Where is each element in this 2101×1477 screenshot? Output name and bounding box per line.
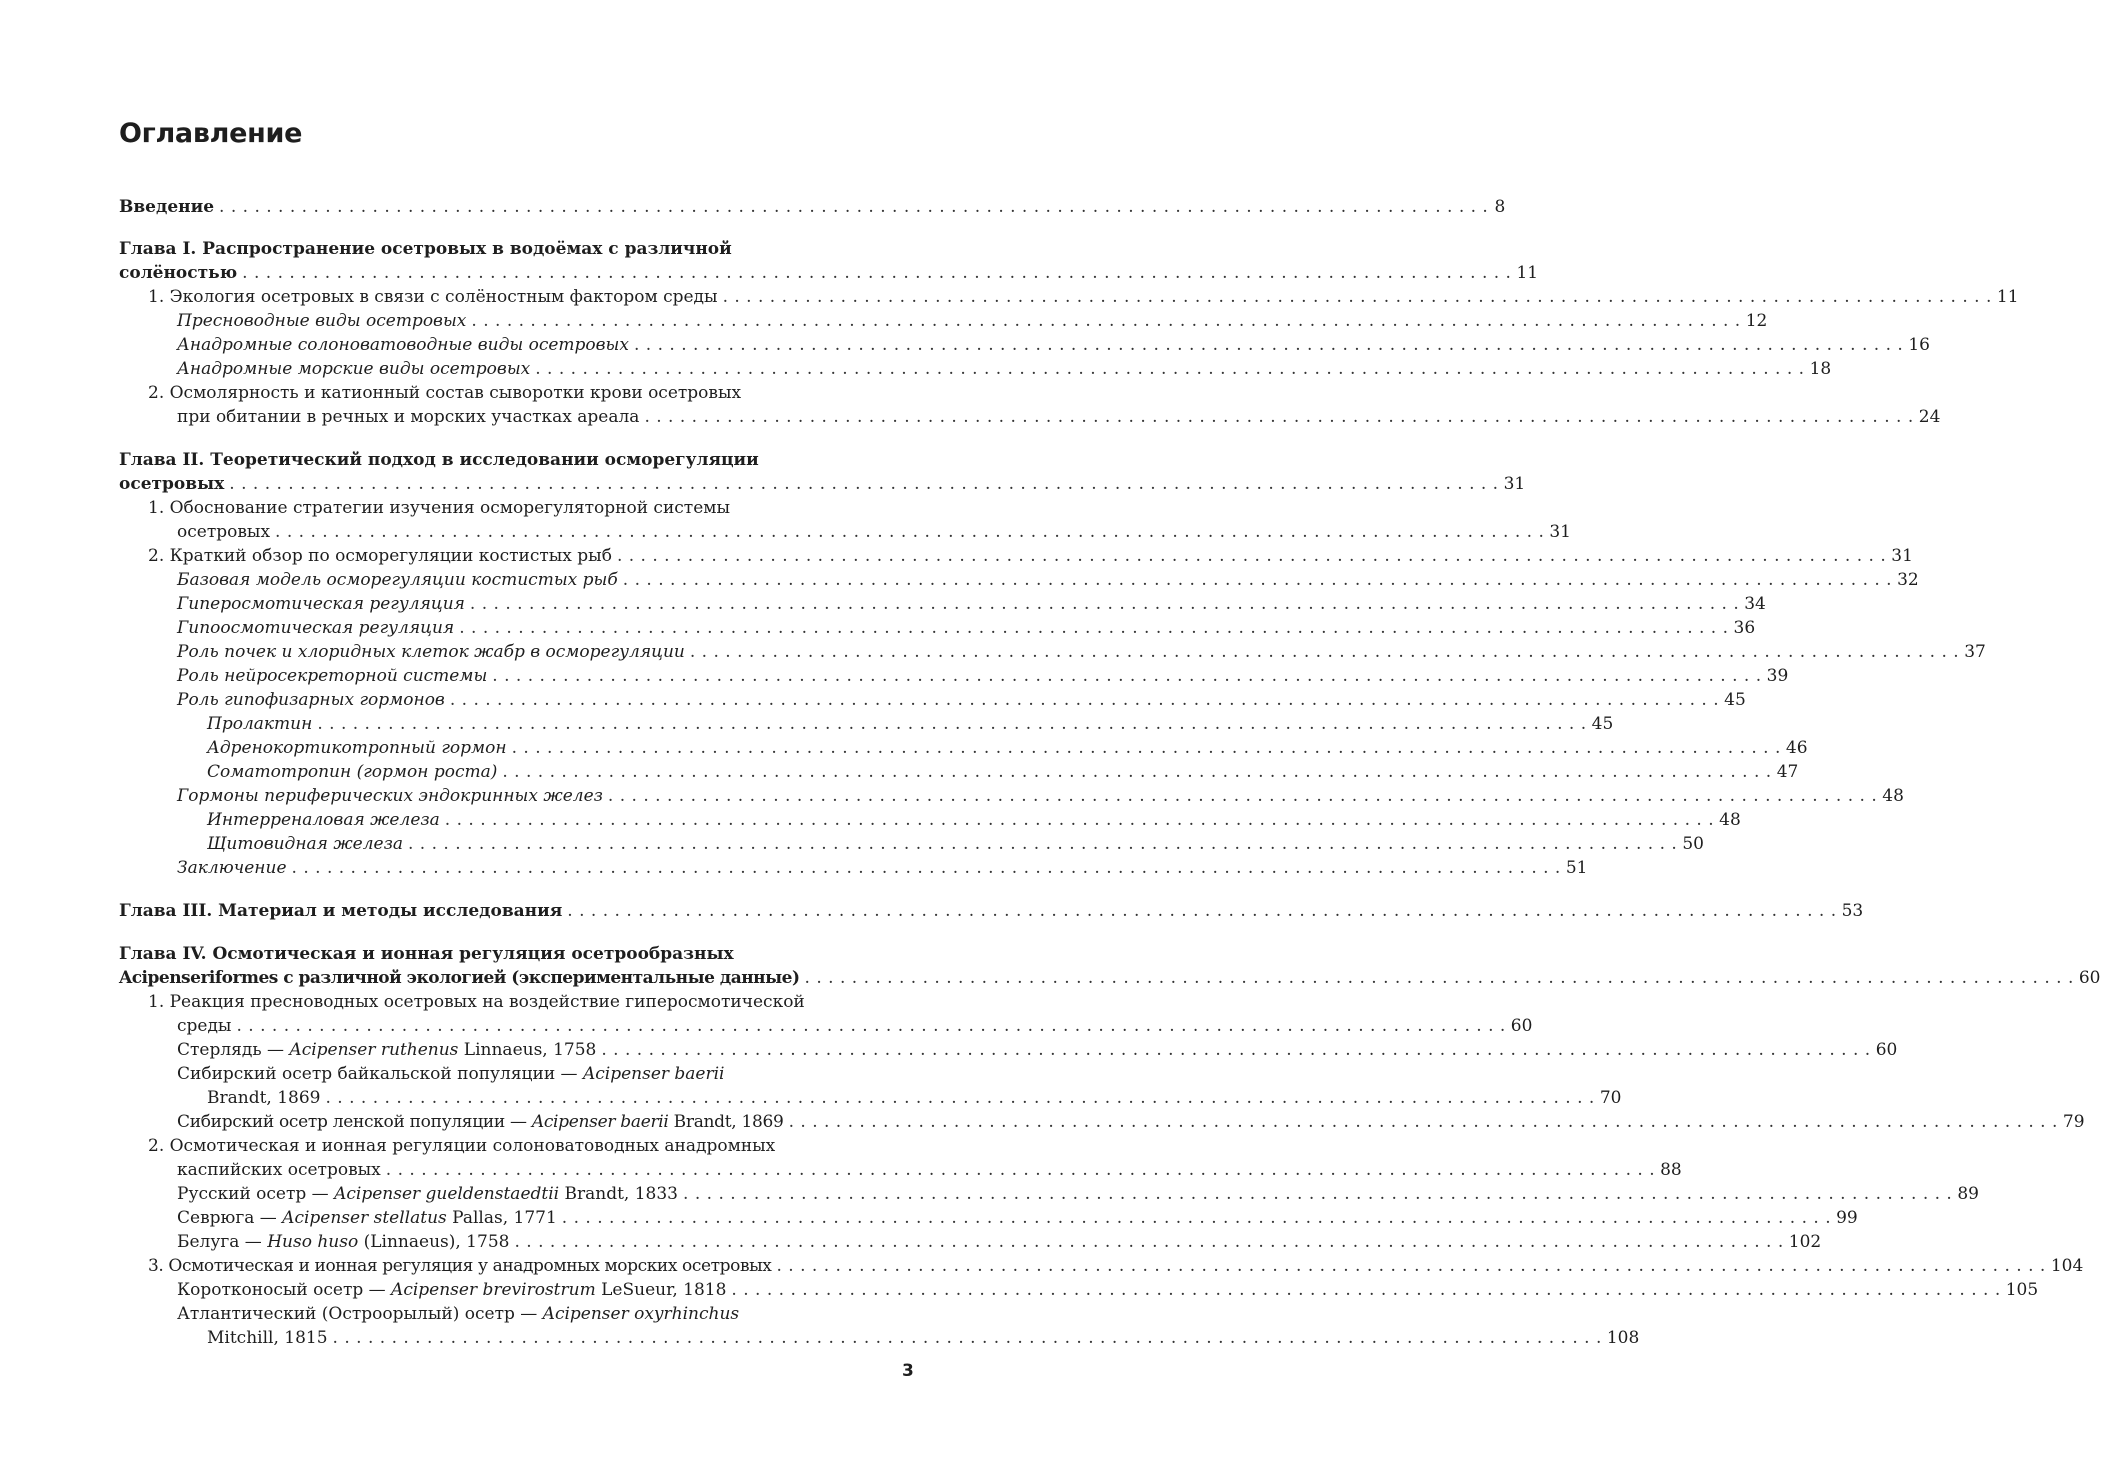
toc-entry-page: 16 [1908, 335, 1930, 355]
toc-entry-chapter-2-cont[interactable] [0, 472, 1526, 496]
toc-entry-label: осетровых [177, 522, 271, 542]
leader-dots: . . . . . . . . . . . . . . . . . . . . . . . . . . . . . . . . . . . . . . . . . . . . . . . . . . . . . . . . . . . . . . . . . . . . . . . . . . . . . . . . . . . . . . . . . . . . . . . . . . . . . . . . . . . . [788, 1112, 2058, 1132]
toc-entry-chapter-2[interactable] [0, 448, 1034, 472]
leader-dots: . . . . . . . . . . . . . . . . . . . . . . . . . . . . . . . . . . . . . . . . . . . . . . . . . . . . . . . . . . . . . . . . . . . . . . . . . . . . . . . . . . . . . . . . . . . . . . . . . . . . . . . . . . . . [492, 666, 1762, 686]
leader-dots: . . . . . . . . . . . . . . . . . . . . . . . . . . . . . . . . . . . . . . . . . . . . . . . . . . . . . . . . . . . . . . . . . . . . . . . . . . . . . . . . . . . . . . . . . . . . . . . . . . . . . . . . . . . . [275, 522, 1545, 542]
toc-entry-page: 50 [1682, 834, 1704, 854]
leader-dots: . . . . . . . . . . . . . . . . . . . . . . . . . . . . . . . . . . . . . . . . . . . . . . . . . . . . . . . . . . . . . . . . . . . . . . . . . . . . . . . . . . . . . . . . . . . . . . . . . . . . . . . . . . . . [236, 1016, 1506, 1036]
toc-entry-label: Brandt, 1869 [207, 1088, 321, 1108]
toc-entry-subsection[interactable] [0, 616, 1756, 640]
toc-entry-label [177, 1182, 678, 1206]
toc-entry-page: 31 [1549, 522, 1571, 542]
toc-entry-label: Щитовидная железа [207, 834, 403, 854]
toc-entry-section[interactable] [0, 990, 1034, 1014]
toc-entry-label: среды [177, 1016, 232, 1036]
toc-entry-page: 11 [1516, 263, 1539, 283]
toc-entry-label: 1. Обоснование стратегии изучения осморегуляторной системы [148, 498, 731, 518]
toc-entry-label: Роль почек и хлоридных клеток жабр в осморегуляции [177, 642, 685, 662]
toc-entry-chapter-4[interactable] [0, 942, 1034, 966]
toc-entry-label: каспийских осетровых [177, 1160, 381, 1180]
species-authority: Pallas, 1771 [446, 1208, 557, 1228]
toc-entry-section[interactable] [0, 1254, 2084, 1278]
toc-entry-section[interactable] [0, 544, 1913, 568]
leader-dots: . . . . . . . . . . . . . . . . . . . . . . . . . . . . . . . . . . . . . . . . . . . . . . . . . . . . . . . . . . . . . . . . . . . . . . . . . . . . . . . . . . . . . . . . . . . . . . . . . . . . . . . . . . . . [459, 618, 1729, 638]
toc-entry-section-cont[interactable] [0, 405, 1941, 429]
toc-entry-label: 2. Краткий обзор по осморегуляции костистых рыб [148, 546, 612, 566]
leader-dots: . . . . . . . . . . . . . . . . . . . . . . . . . . . . . . . . . . . . . . . . . . . . . . . . . . . . . . . . . . . . . . . . . . . . . . . . . . . . . . . . . . . . . . . . . . . . . . . . . . . . . . . . . . . . [634, 335, 1904, 355]
species-common-name: Русский осетр — [177, 1184, 335, 1204]
toc-entry-label: Глава I. Распространение осетровых в водоёмах с различной [119, 239, 732, 259]
leader-dots: . . . . . . . . . . . . . . . . . . . . . . . . . . . . . . . . . . . . . . . . . . . . . . . . . . . . . . . . . . . . . . . . . . . . . . . . . . . . . . . . . . . . . . . . . . . . . . . . . . . . . . . . . . . . [317, 714, 1587, 734]
toc-entry-page: 99 [1836, 1208, 1858, 1228]
leader-dots: . . . . . . . . . . . . . . . . . . . . . . . . . . . . . . . . . . . . . . . . . . . . . . . . . . . . . . . . . . . . . . . . . . . . . . . . . . . . . . . . . . . . . . . . . . . . . . . . . . . . . . . . . . . . [408, 834, 1678, 854]
toc-entry-page: 89 [1957, 1184, 1979, 1204]
toc-entry-label: 1. Экология осетровых в связи с солёностным фактором среды [148, 287, 718, 307]
toc-entry-label: 3. Осмотическая и ионная регуляция у анадромных морских осетровых [148, 1256, 772, 1276]
toc-entry-label [177, 1302, 739, 1326]
species-common-name: Коротконосый осетр — [177, 1280, 392, 1300]
toc-entry-label [177, 1206, 557, 1230]
toc-entry-page: 88 [1660, 1160, 1682, 1180]
toc-entry-section[interactable] [0, 496, 1034, 520]
species-latin-name: Acipenser baerii [582, 1064, 725, 1084]
toc-entry-section[interactable] [0, 1134, 1034, 1158]
leader-dots: . . . . . . . . . . . . . . . . . . . . . . . . . . . . . . . . . . . . . . . . . . . . . . . . . . . . . . . . . . . . . . . . . . . . . . . . . . . . . . . . . . . . . . . . . . . . . . . . . . . . . . . . . . . . [622, 570, 1893, 590]
species-authority: Brandt, 1833 [559, 1184, 679, 1204]
toc-entry-section-cont[interactable] [0, 520, 1571, 544]
toc-entry-label [177, 1230, 509, 1254]
toc-entry-page: 70 [1599, 1088, 1622, 1108]
toc-entry-label: Глава IV. Осмотическая и ионная регуляция осетрообразных [119, 944, 734, 964]
toc-entry-section-cont[interactable] [0, 1014, 1533, 1038]
toc-entry-label: осетровых [119, 474, 225, 494]
toc-entry-introduction[interactable] [0, 195, 1506, 219]
leader-dots: . . . . . . . . . . . . . . . . . . . . . . . . . . . . . . . . . . . . . . . . . . . . . . . . . . . . . . . . . . . . . . . . . . . . . . . . . . . . . . . . . . . . . . . . . . . . . . . . . . . . . . . . . . . . [616, 546, 1887, 566]
toc-entry-label: Глава II. Теоретический подход в исследовании осморегуляции [119, 450, 759, 470]
toc-entry-label: Анадромные солоноватоводные виды осетровых [177, 335, 629, 355]
toc-entry-species[interactable] [0, 1278, 2039, 1302]
toc-entry-subsection[interactable] [0, 333, 1930, 357]
toc-entry-chapter-3[interactable] [0, 899, 1864, 923]
toc-entry-label: Базовая модель осморегуляции костистых рыб [177, 570, 618, 590]
toc-entry-chapter-1[interactable] [0, 237, 1034, 261]
toc-entry-section-cont[interactable] [0, 1158, 1682, 1182]
leader-dots: . . . . . . . . . . . . . . . . . . . . . . . . . . . . . . . . . . . . . . . . . . . . . . . . . . . . . . . . . . . . . . . . . . . . . . . . . . . . . . . . . . . . . . . . . . . . . . . . . . . . . . . . . . . . [471, 311, 1741, 331]
toc-entry-species-cont[interactable] [0, 1326, 1640, 1350]
leader-dots: . . . . . . . . . . . . . . . . . . . . . . . . . . . . . . . . . . . . . . . . . . . . . . . . . . . . . . . . . . . . . . . . . . . . . . . . . . . . . . . . . . . . . . . . . . . . . . . . . . . . . . . . . . . . [514, 1232, 1784, 1252]
species-latin-name: Acipenser brevirostrum [391, 1280, 596, 1300]
toc-entry-label: Гормоны периферических эндокринных желез [177, 786, 603, 806]
species-common-name: Сибирский осетр ленской популяции — [177, 1112, 532, 1132]
leader-dots: . . . . . . . . . . . . . . . . . . . . . . . . . . . . . . . . . . . . . . . . . . . . . . . . . . . . . . . . . . . . . . . . . . . . . . . . . . . . . . . . . . . . . . . . . . . . . . . . . . . . . . . . . . . . [385, 1160, 1656, 1180]
toc-entry-label [177, 1278, 726, 1302]
toc-entry-page: 51 [1565, 858, 1588, 878]
toc-entry-label: Гиперосмотическая регуляция [177, 594, 465, 614]
toc-entry-species[interactable] [0, 1038, 1898, 1062]
toc-entry-label [177, 1110, 784, 1134]
species-authority: (Linnaeus), 1758 [358, 1232, 510, 1252]
toc-entry-subsubsection[interactable] [0, 832, 1704, 856]
toc-entry-label: Гипоосмотическая регуляция [177, 618, 455, 638]
toc-entry-page: 31 [1891, 546, 1913, 566]
toc-entry-subsection[interactable] [0, 784, 1904, 808]
species-common-name: Атлантический (Остроорылый) осетр — [177, 1304, 543, 1324]
toc-entry-label: Интерреналовая железа [207, 810, 440, 830]
toc-entry-page: 53 [1841, 901, 1864, 921]
toc-entry-species[interactable] [0, 1110, 2085, 1134]
toc-entry-subsection[interactable] [0, 856, 1588, 880]
toc-entry-label: Acipenseriformes с различной экологией (экспериментальные данные) [119, 968, 800, 988]
toc-entry-label: Mitchill, 1815 [207, 1328, 328, 1348]
leader-dots: . . . . . . . . . . . . . . . . . . . . . . . . . . . . . . . . . . . . . . . . . . . . . . . . . . . . . . . . . . . . . . . . . . . . . . . . . . . . . . . . . . . . . . . . . . . . . . . . . . . . . . . . . . . . [449, 690, 1720, 710]
toc-entry-label: Соматотропин (гормон роста) [207, 762, 498, 782]
toc-entry-species[interactable] [0, 1302, 1034, 1326]
toc-entry-species[interactable] [0, 1182, 1979, 1206]
toc-entry-page: 11 [1996, 287, 2019, 307]
leader-dots: . . . . . . . . . . . . . . . . . . . . . . . . . . . . . . . . . . . . . . . . . . . . . . . . . . . . . . . . . . . . . . . . . . . . . . . . . . . . . . . . . . . . . . . . . . . . . . . . . . . . . . . . . . . . [219, 197, 1489, 217]
toc-entry-label: Глава III. Материал и методы исследования [119, 901, 563, 921]
toc-entry-species[interactable] [0, 1062, 1034, 1086]
toc-entry-label: Роль нейросекреторной системы [177, 666, 488, 686]
leader-dots: . . . . . . . . . . . . . . . . . . . . . . . . . . . . . . . . . . . . . . . . . . . . . . . . . . . . . . . . . . . . . . . . . . . . . . . . . . . . . . . . . . . . . . . . . . . . . . . . . . . . . . . . . . . . [601, 1040, 1871, 1060]
species-authority: Linnaeus, 1758 [458, 1040, 597, 1060]
toc-entry-page: 37 [1964, 642, 1986, 662]
species-latin-name: Acipenser stellatus [282, 1208, 447, 1228]
leader-dots: . . . . . . . . . . . . . . . . . . . . . . . . . . . . . . . . . . . . . . . . . . . . . . . . . . . . . . . . . . . . . . . . . . . . . . . . . . . . . . . . . . . . . . . . . . . . . . . . . . . . . . . . . . . . [535, 359, 1805, 379]
species-latin-name: Huso huso [267, 1232, 359, 1252]
toc-entry-label: Роль гипофизарных гормонов [177, 690, 445, 710]
toc-entry-page: 12 [1745, 311, 1768, 331]
toc-entry-subsubsection[interactable] [0, 760, 1799, 784]
toc-entry-page: 18 [1809, 359, 1832, 379]
leader-dots: . . . . . . . . . . . . . . . . . . . . . . . . . . . . . . . . . . . . . . . . . . . . . . . . . . . . . . . . . . . . . . . . . . . . . . . . . . . . . . . . . . . . . . . . . . . . . . . . . . . . . . . . . . . . [689, 642, 1960, 662]
leader-dots: . . . . . . . . . . . . . . . . . . . . . . . . . . . . . . . . . . . . . . . . . . . . . . . . . . . . . . . . . . . . . . . . . . . . . . . . . . . . . . . . . . . . . . . . . . . . . . . . . . . . . . . . . . . . [607, 786, 1878, 806]
toc-entry-species-cont[interactable] [0, 1086, 1622, 1110]
toc-entry-page: 102 [1788, 1232, 1822, 1252]
leader-dots: . . . . . . . . . . . . . . . . . . . . . . . . . . . . . . . . . . . . . . . . . . . . . . . . . . . . . . . . . . . . . . . . . . . . . . . . . . . . . . . . . . . . . . . . . . . . . . . . . . . . . . . . . . . . [644, 407, 1914, 427]
toc-entry-section[interactable] [0, 285, 2019, 309]
toc-entry-page: 32 [1897, 570, 1919, 590]
toc-entry-species[interactable] [0, 1206, 1858, 1230]
leader-dots: . . . . . . . . . . . . . . . . . . . . . . . . . . . . . . . . . . . . . . . . . . . . . . . . . . . . . . . . . . . . . . . . . . . . . . . . . . . . . . . . . . . . . . . . . . . . . . . . . . . . . . . . . . . . [776, 1256, 2046, 1276]
toc-entry-subsubsection[interactable] [0, 712, 1614, 736]
toc-entry-page: 45 [1591, 714, 1614, 734]
leader-dots: . . . . . . . . . . . . . . . . . . . . . . . . . . . . . . . . . . . . . . . . . . . . . . . . . . . . . . . . . . . . . . . . . . . . . . . . . . . . . . . . . . . . . . . . . . . . . . . . . . . . . . . . . . . . [325, 1088, 1595, 1108]
toc-entry-subsection[interactable] [0, 688, 1746, 712]
toc-entry-page: 48 [1882, 786, 1904, 806]
toc-entry-label: Введение [119, 197, 215, 217]
toc-entry-subsection[interactable] [0, 592, 1766, 616]
species-authority: LeSueur, 1818 [595, 1280, 727, 1300]
toc-entry-label: при обитании в речных и морских участках ареала [177, 407, 640, 427]
toc-entry-page: 45 [1724, 690, 1746, 710]
leader-dots: . . . . . . . . . . . . . . . . . . . . . . . . . . . . . . . . . . . . . . . . . . . . . . . . . . . . . . . . . . . . . . . . . . . . . . . . . . . . . . . . . . . . . . . . . . . . . . . . . . . . . . . . . . . . [242, 263, 1512, 283]
leader-dots: . . . . . . . . . . . . . . . . . . . . . . . . . . . . . . . . . . . . . . . . . . . . . . . . . . . . . . . . . . . . . . . . . . . . . . . . . . . . . . . . . . . . . . . . . . . . . . . . . . . . . . . . . . . . [291, 858, 1561, 878]
toc-entry-label: Заключение [177, 858, 287, 878]
species-common-name: Белуга — [177, 1232, 268, 1252]
leader-dots: . . . . . . . . . . . . . . . . . . . . . . . . . . . . . . . . . . . . . . . . . . . . . . . . . . . . . . . . . . . . . . . . . . . . . . . . . . . . . . . . . . . . . . . . . . . . . . . . . . . . . . . . . . . . [332, 1328, 1602, 1348]
toc-entry-label: Пролактин [207, 714, 313, 734]
page-title: Оглавление [119, 118, 303, 149]
toc-entry-subsubsection[interactable] [0, 808, 1741, 832]
species-common-name: Севрюга — [177, 1208, 283, 1228]
toc-entry-page: 31 [1503, 474, 1526, 494]
toc-entry-page: 47 [1776, 762, 1799, 782]
leader-dots: . . . . . . . . . . . . . . . . . . . . . . . . . . . . . . . . . . . . . . . . . . . . . . . . . . . . . . . . . . . . . . . . . . . . . . . . . . . . . . . . . . . . . . . . . . . . . . . . . . . . . . . . . . . . [731, 1280, 2001, 1300]
species-latin-name: Acipenser ruthenus [289, 1040, 459, 1060]
toc-entry-subsection[interactable] [0, 357, 1832, 381]
toc-entry-chapter-1-cont[interactable] [0, 261, 1539, 285]
toc-entry-page: 79 [2062, 1112, 2085, 1132]
toc-entry-label: 1. Реакция пресноводных осетровых на воздействие гиперосмотической [148, 992, 805, 1012]
leader-dots: . . . . . . . . . . . . . . . . . . . . . . . . . . . . . . . . . . . . . . . . . . . . . . . . . . . . . . . . . . . . . . . . . . . . . . . . . . . . . . . . . . . . . . . . . . . . . . . . . . . . . . . . . . . . [511, 738, 1781, 758]
toc-entry-page: 24 [1918, 407, 1941, 427]
species-latin-name: Acipenser baerii [531, 1112, 669, 1132]
toc-entry-label: Пресноводные виды осетровых [177, 311, 467, 331]
toc-entry-label: Анадромные морские виды осетровых [177, 359, 531, 379]
leader-dots: . . . . . . . . . . . . . . . . . . . . . . . . . . . . . . . . . . . . . . . . . . . . . . . . . . . . . . . . . . . . . . . . . . . . . . . . . . . . . . . . . . . . . . . . . . . . . . . . . . . . . . . . . . . . [804, 968, 2074, 988]
page-number: 3 [902, 1361, 914, 1381]
toc-entry-label [177, 1038, 596, 1062]
toc-entry-label [177, 1062, 725, 1086]
toc-entry-label: 2. Осмотическая и ионная регуляции солоноватоводных анадромных [148, 1136, 776, 1156]
leader-dots: . . . . . . . . . . . . . . . . . . . . . . . . . . . . . . . . . . . . . . . . . . . . . . . . . . . . . . . . . . . . . . . . . . . . . . . . . . . . . . . . . . . . . . . . . . . . . . . . . . . . . . . . . . . . [722, 287, 1992, 307]
toc-entry-page: 60 [1510, 1016, 1533, 1036]
toc-entry-subsection[interactable] [0, 309, 1768, 333]
leader-dots: . . . . . . . . . . . . . . . . . . . . . . . . . . . . . . . . . . . . . . . . . . . . . . . . . . . . . . . . . . . . . . . . . . . . . . . . . . . . . . . . . . . . . . . . . . . . . . . . . . . . . . . . . . . . [683, 1184, 1953, 1204]
leader-dots: . . . . . . . . . . . . . . . . . . . . . . . . . . . . . . . . . . . . . . . . . . . . . . . . . . . . . . . . . . . . . . . . . . . . . . . . . . . . . . . . . . . . . . . . . . . . . . . . . . . . . . . . . . . . [229, 474, 1499, 494]
toc-entry-page: 48 [1719, 810, 1741, 830]
toc-entry-page: 108 [1606, 1328, 1640, 1348]
species-latin-name: Acipenser gueldenstaedtii [334, 1184, 560, 1204]
toc-entry-subsection[interactable] [0, 640, 1986, 664]
toc-entry-subsection[interactable] [0, 568, 1919, 592]
toc-entry-subsection[interactable] [0, 664, 1789, 688]
species-authority: Brandt, 1869 [668, 1112, 784, 1132]
toc-entry-page: 39 [1766, 666, 1789, 686]
toc-entry-page: 46 [1785, 738, 1808, 758]
species-latin-name: Acipenser oxyrhinchus [542, 1304, 740, 1324]
toc-entry-page: 105 [2005, 1280, 2039, 1300]
toc-entry-page: 8 [1494, 197, 1506, 217]
toc-entry-chapter-4-cont[interactable] [0, 966, 2101, 990]
toc-entry-page: 104 [2050, 1256, 2084, 1276]
leader-dots: . . . . . . . . . . . . . . . . . . . . . . . . . . . . . . . . . . . . . . . . . . . . . . . . . . . . . . . . . . . . . . . . . . . . . . . . . . . . . . . . . . . . . . . . . . . . . . . . . . . . . . . . . . . . [567, 901, 1837, 921]
toc-entry-species[interactable] [0, 1230, 1822, 1254]
leader-dots: . . . . . . . . . . . . . . . . . . . . . . . . . . . . . . . . . . . . . . . . . . . . . . . . . . . . . . . . . . . . . . . . . . . . . . . . . . . . . . . . . . . . . . . . . . . . . . . . . . . . . . . . . . . . [444, 810, 1715, 830]
toc-entry-page: 34 [1744, 594, 1766, 614]
toc-entry-label: 2. Осмолярность и катионный состав сыворотки крови осетровых [148, 383, 742, 403]
leader-dots: . . . . . . . . . . . . . . . . . . . . . . . . . . . . . . . . . . . . . . . . . . . . . . . . . . . . . . . . . . . . . . . . . . . . . . . . . . . . . . . . . . . . . . . . . . . . . . . . . . . . . . . . . . . . [469, 594, 1740, 614]
species-common-name: Стерлядь — [177, 1040, 290, 1060]
leader-dots: . . . . . . . . . . . . . . . . . . . . . . . . . . . . . . . . . . . . . . . . . . . . . . . . . . . . . . . . . . . . . . . . . . . . . . . . . . . . . . . . . . . . . . . . . . . . . . . . . . . . . . . . . . . . [502, 762, 1772, 782]
species-common-name: Сибирский осетр байкальской популяции — [177, 1064, 583, 1084]
toc-entry-page: 60 [2078, 968, 2101, 988]
toc-entry-section[interactable] [0, 381, 1034, 405]
toc-entry-label: Адренокортикотропный гормон [207, 738, 507, 758]
leader-dots: . . . . . . . . . . . . . . . . . . . . . . . . . . . . . . . . . . . . . . . . . . . . . . . . . . . . . . . . . . . . . . . . . . . . . . . . . . . . . . . . . . . . . . . . . . . . . . . . . . . . . . . . . . . . [561, 1208, 1832, 1228]
toc-entry-subsubsection[interactable] [0, 736, 1808, 760]
toc-entry-page: 36 [1733, 618, 1756, 638]
toc-entry-page: 60 [1875, 1040, 1898, 1060]
toc-entry-label: солёностью [119, 263, 238, 283]
